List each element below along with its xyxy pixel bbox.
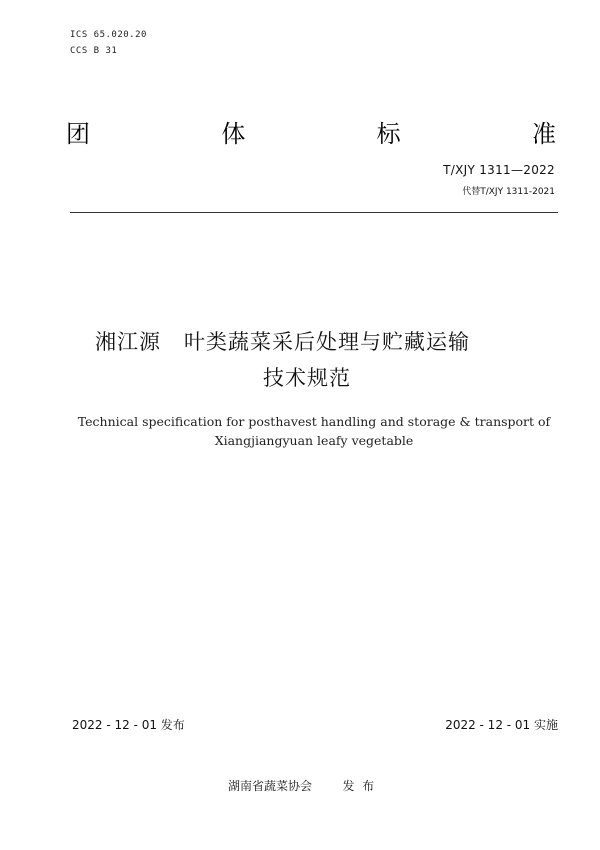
- standard-type-char: 标: [376, 120, 401, 148]
- header-divider: [70, 212, 558, 213]
- title-chinese-line-1: 湘江源 叶类蔬菜采后处理与贮藏运输: [95, 330, 471, 354]
- replaces-standard: 代替T/XJY 1311-2021: [462, 187, 555, 197]
- title-english-line-1: Technical specification for posthavest handling and storage & transport of: [77, 414, 551, 429]
- standard-type-char: 体: [221, 120, 246, 148]
- standard-type-char: 团: [66, 120, 90, 148]
- issuing-organization: 湖南省蔬菜协会 发 布: [228, 779, 375, 793]
- title-english-line-2: Xiangjiangyuan leafy vegetable: [214, 433, 414, 448]
- standard-number: T/XJY 1311—2022: [443, 163, 555, 177]
- ccs-code: CCS B 31: [70, 46, 118, 56]
- implement-date: 2022 - 12 - 01 实施: [445, 718, 558, 732]
- standard-type-heading: [66, 114, 556, 149]
- standard-type-char: 准: [531, 120, 556, 148]
- title-chinese-line-2: 技术规范: [263, 366, 351, 390]
- ics-code: ICS 65.020.20: [70, 30, 147, 40]
- publish-date: 2022 - 12 - 01 发布: [72, 718, 185, 732]
